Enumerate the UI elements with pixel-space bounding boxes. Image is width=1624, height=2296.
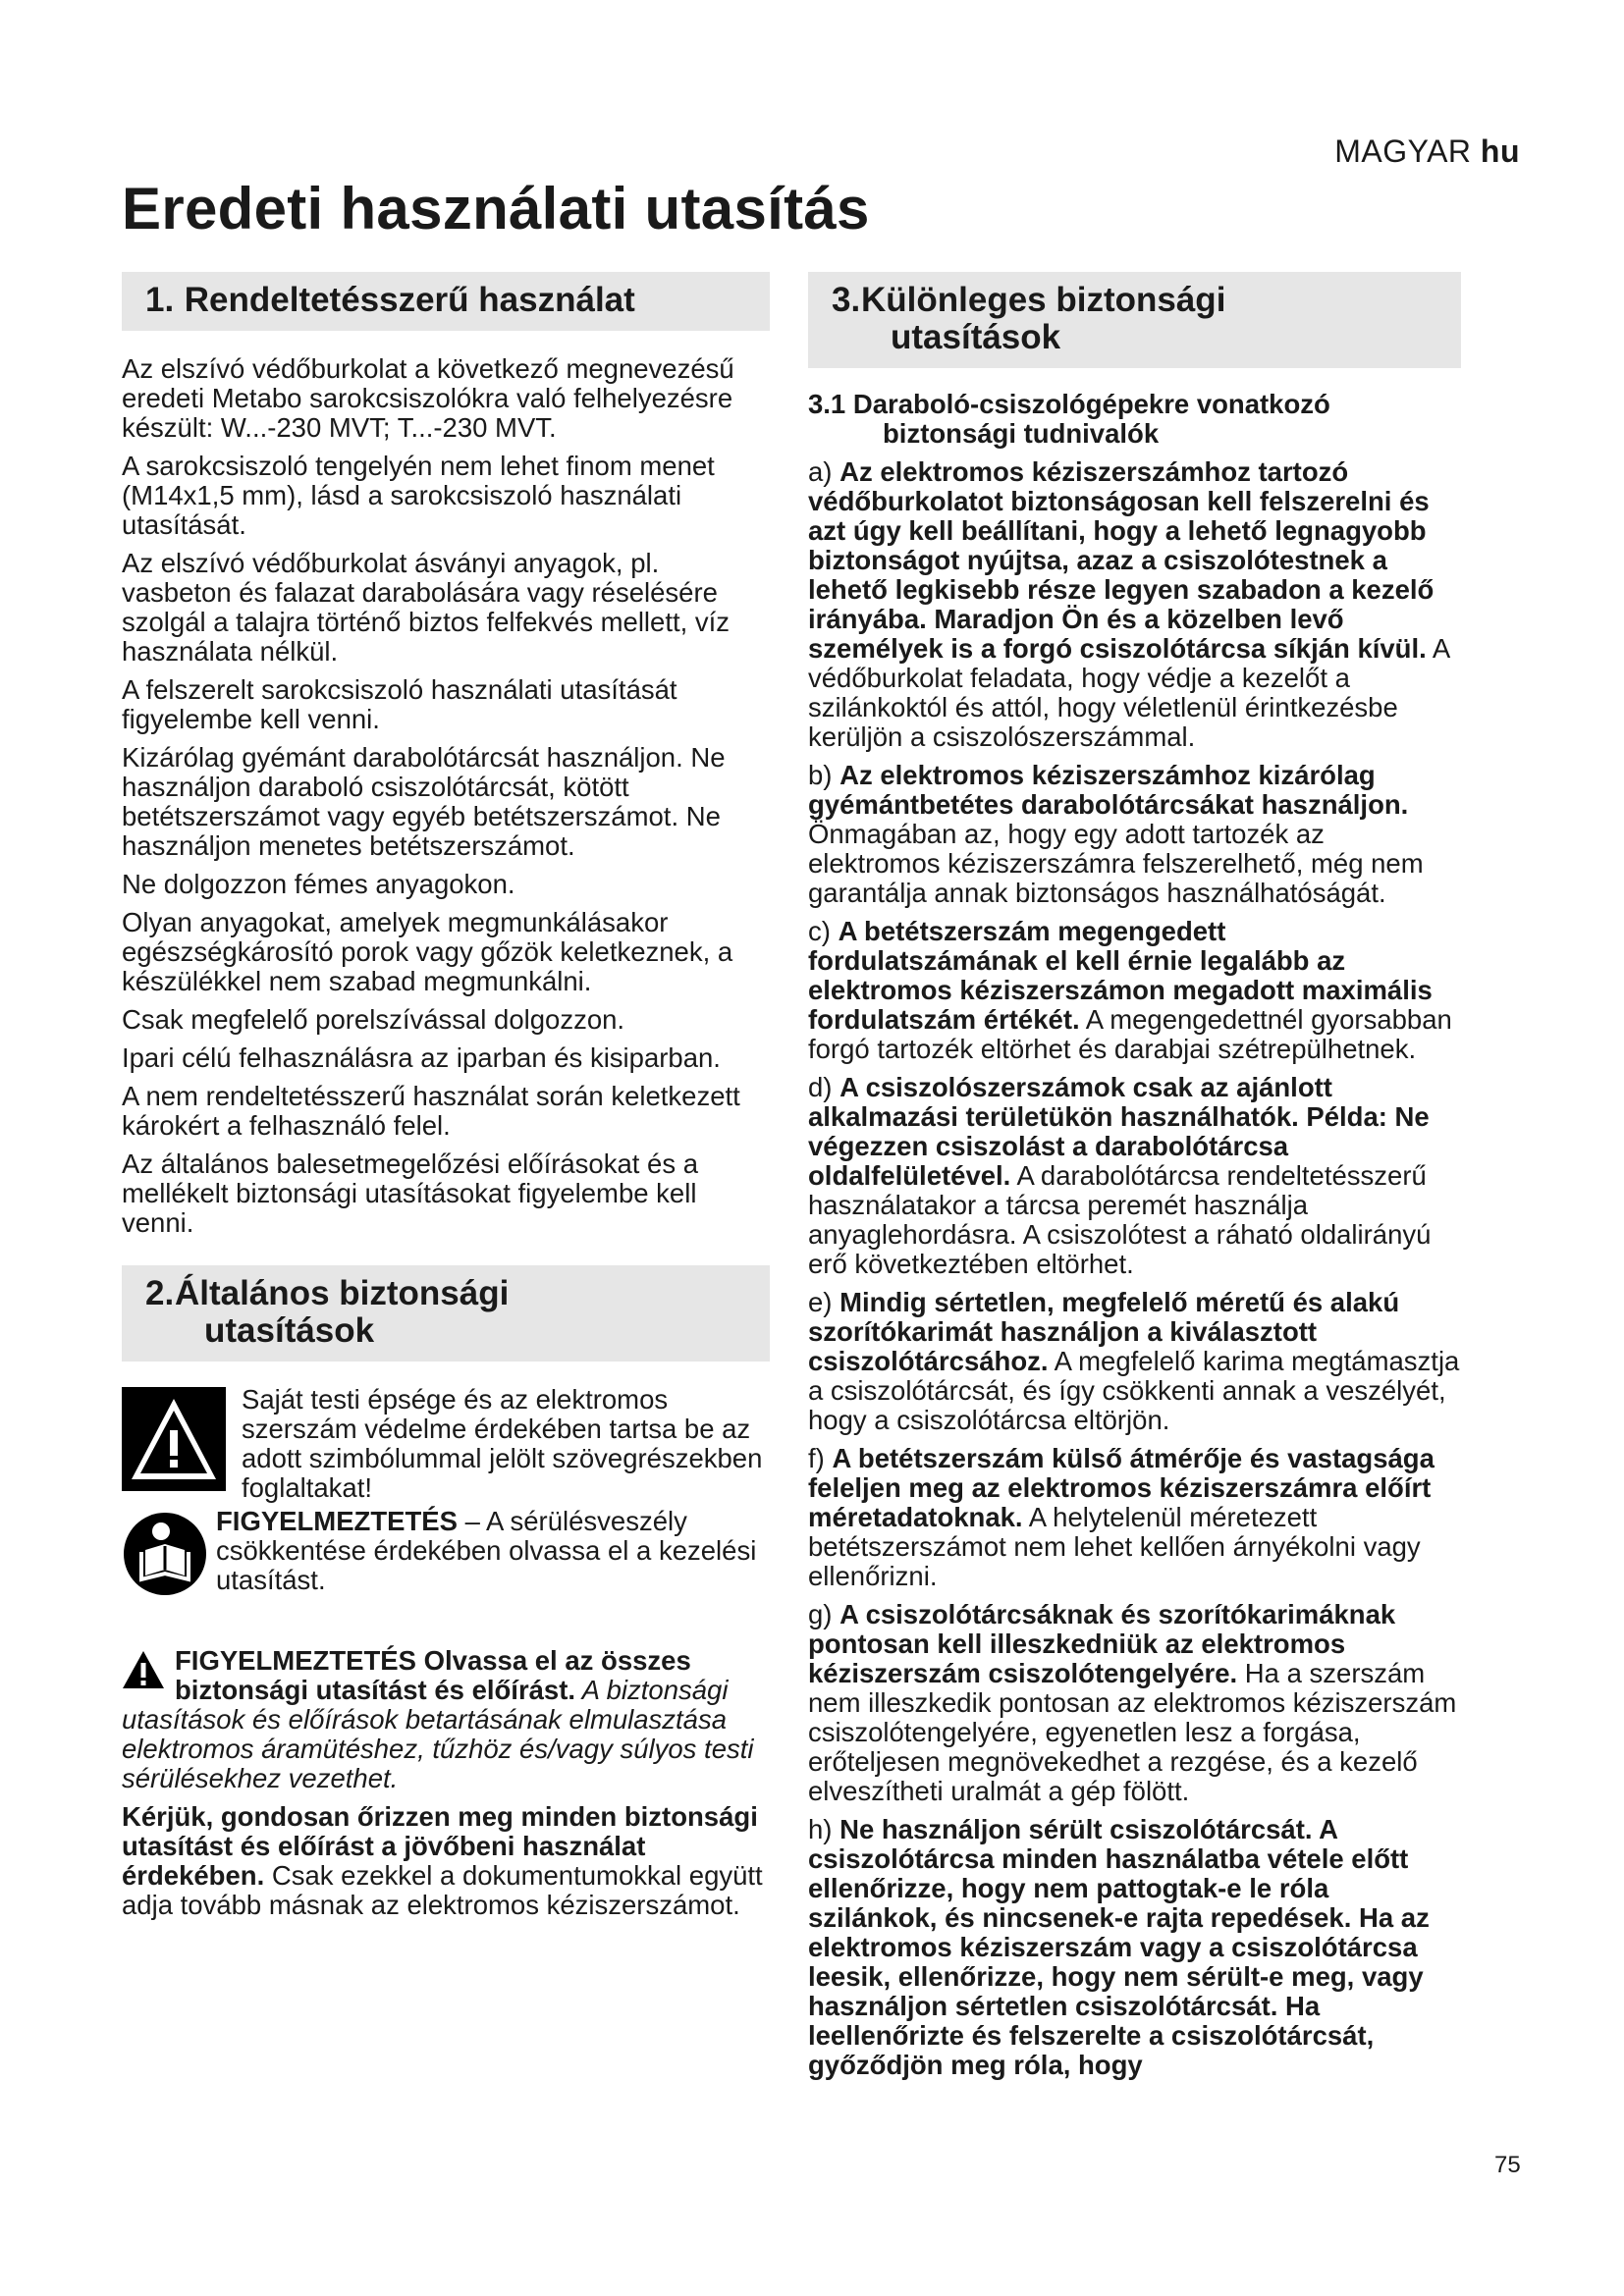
item-letter: c) bbox=[808, 916, 839, 946]
safety-item-f bbox=[808, 1444, 1461, 1591]
item-bold: Ne használjon sérült csiszolótárcsát. bbox=[839, 1814, 1313, 1844]
subsection-3-1-number: 3.1 bbox=[808, 389, 846, 419]
item-letter: f) bbox=[808, 1443, 833, 1473]
read-manual-row bbox=[122, 1507, 770, 1603]
item-bold: A csiszolószerszámok csak az ajánlott alkalmazási területükön használhatók. Példa: Ne végezzen csiszolást a darabolótárcsa oldalfelületével. bbox=[808, 1072, 1430, 1191]
read-manual-text bbox=[216, 1507, 770, 1595]
item-letter: h) bbox=[808, 1814, 840, 1844]
paragraph: Az elszívó védőburkolat a következő megnevezésű eredeti Metabo sarokcsiszolókra való felhelyezésre készült: W...-230 MVT; T...-230 MVT. bbox=[122, 353, 734, 443]
item-bold: Az elektromos kéziszerszámhoz tartozó védőburkolatot biztonságosan kell felszerelni és azt úgy kell beállítani, hogy a lehető legnagyobb biztonságot nyújtsa, azaz a csiszolótestnek a lehető legkisebb része legyen szabadon a kezelő irányába. Maradjon Ön és a közelben levő személyek is a forgó csiszolótárcsa síkján kívül. bbox=[808, 456, 1435, 664]
keep-instructions bbox=[122, 1802, 770, 1920]
paragraph: A felszerelt sarokcsiszoló használati utasítását figyelembe kell venni. bbox=[122, 674, 677, 734]
subsection-3-1-title-line-1: Daraboló-csiszológépekre vonatkozó bbox=[852, 389, 1330, 419]
safety-item-d bbox=[808, 1073, 1461, 1279]
right-column bbox=[808, 272, 1461, 2089]
paragraph: A nem rendeltetésszerű használat során keletkezett károkért a felhasználó felel. bbox=[122, 1081, 740, 1141]
warning-triangle-icon bbox=[122, 1387, 226, 1491]
safety-item-g bbox=[808, 1600, 1461, 1806]
paragraph: Csak megfelelő porelszívással dolgozzon. bbox=[122, 1004, 625, 1035]
safety-item-c bbox=[808, 917, 1461, 1064]
section-2-title-line-2: utasítások bbox=[204, 1311, 375, 1350]
left-column bbox=[122, 272, 770, 1929]
paragraph: Az elszívó védőburkolat ásványi anyagok, pl. vasbeton és falazat darabolására vagy réselésére szolgál a talajra történő biztos felfekvés mellett, víz használata nélkül. bbox=[122, 548, 731, 667]
section-2-heading bbox=[122, 1265, 770, 1362]
section-2-number: 2. bbox=[145, 1274, 175, 1312]
item-text: A védőburkolat feladata, hogy védje a kezelőt a szilánkoktól és attól, hogy véletlenül érintkezésbe kerüljön a csiszolószerszámmal. bbox=[808, 633, 1449, 752]
language-label bbox=[1334, 133, 1520, 170]
safety-item-h bbox=[808, 1815, 1461, 2080]
section-3-title-line-1: Különleges biztonsági bbox=[861, 281, 1226, 319]
item-letter: e) bbox=[808, 1287, 840, 1317]
language-name: MAGYAR bbox=[1334, 133, 1472, 169]
section-1-heading bbox=[122, 272, 770, 331]
item-bold: Az elektromos kéziszerszámhoz kizárólag gyémántbetétes darabolótárcsákat használjon. bbox=[808, 760, 1409, 820]
item-text: Ha a szerszám nem illeszkedik pontosan az elektromos kéziszerszám csiszolótengelyére, egyenetlen lesz a forgása, erőteljesen megnövekedhet a rezgése, és a kezelő elveszítheti uralmát a gép fölött. bbox=[808, 1658, 1457, 1806]
general-warning-italic: A biztonsági utasítások és előírások betartásának elmulasztása elektromos áramütéshez, tűzhöz és/vagy súlyos testi sérülésekhez vezethet. bbox=[122, 1675, 754, 1793]
item-bold: A betétszerszám megengedett fordulatszámának el kell érnie legalább az elektromos kéziszerszámon megadott maximális fordulatszám értékét. bbox=[808, 916, 1433, 1035]
keep-instructions-text: Csak ezekkel a dokumentumokkal együtt adja tovább másnak az elektromos kéziszerszámot. bbox=[122, 1860, 763, 1920]
page-number: 75 bbox=[1494, 2152, 1521, 2178]
section-1-body bbox=[122, 354, 770, 1238]
symbol-note-text: Saját testi épsége és az elektromos szerszám védelme érdekében tartsa be az adott szimbólummal jelölt szövegrészekben foglaltakat! bbox=[242, 1384, 763, 1503]
item-bold: Mindig sértetlen, megfelelő méretű és alakú szorítókarimát használjon a kiválasztott csiszolótárcsához. bbox=[808, 1287, 1400, 1376]
section-3-heading bbox=[808, 272, 1461, 368]
section-1-number: 1. bbox=[145, 281, 175, 319]
paragraph: Ne dolgozzon fémes anyagokon. bbox=[122, 869, 515, 899]
item-letter: b) bbox=[808, 760, 840, 790]
paragraph: Ipari célú felhasználásra az iparban és kisiparban. bbox=[122, 1042, 721, 1073]
section-3-number: 3. bbox=[832, 281, 861, 319]
item-letter: d) bbox=[808, 1072, 840, 1102]
page-title: Eredeti használati utasítás bbox=[122, 176, 870, 241]
subsection-3-1-heading bbox=[808, 390, 1461, 449]
item-text: Önmagában az, hogy egy adott tartozék az elektromos kéziszerszámra felszerelhető, még nem garantálja annak biztonságos használhatóságát. bbox=[808, 819, 1424, 908]
item-letter: a) bbox=[808, 456, 840, 487]
read-manual-rest: – A sérülésveszély csökkentése érdekében olvassa el a kezelési utasítást. bbox=[216, 1506, 757, 1595]
item-text: A helytelenül méretezett betétszerszámot nem lehet kellően árnyékolni vagy ellenőrizni. bbox=[808, 1502, 1421, 1591]
subsection-3-1-title-line-2: biztonsági tudnivalók bbox=[883, 418, 1160, 449]
item-bold: A csiszolótárcsáknak és szorítókarimáknak pontosan kell illeszkedniük az elektromos kéziszerszám csiszolótengelyére. bbox=[808, 1599, 1396, 1688]
read-manual-icon bbox=[122, 1511, 208, 1603]
general-warning bbox=[122, 1646, 770, 1793]
section-3-title-line-2: utasítások bbox=[891, 318, 1061, 356]
paragraph: Olyan anyagokat, amelyek megmunkálásakor egészségkárosító porok vagy gőzök keletkeznek, a készülékkel nem szabad megmunkálni. bbox=[122, 907, 733, 996]
paragraph: Az általános balesetmegelőzési előírásokat és a mellékelt biztonsági utasításokat figyelembe kell venni. bbox=[122, 1148, 699, 1238]
language-code: hu bbox=[1480, 133, 1520, 169]
safety-item-b bbox=[808, 761, 1461, 908]
warning-triangle-small-icon bbox=[122, 1650, 165, 1695]
item-bold-2: A csiszolótárcsa minden használatba vétele előtt ellenőrizze, hogy nem pattogtak-e le róla szilánkok, és nincsenek-e rajta repedések. Ha az elektromos kéziszerszám vagy a csiszolótárcsa leesik, ellenőrizze, hogy nem sérült-e meg, vagy használjon sértetlen csiszolótárcsát. Ha leellenőrizte és felszerelte a csiszolótárcsát, győződjön meg róla, hogy bbox=[808, 1814, 1430, 2080]
item-text: A megengedettnél gyorsabban forgó tartozék eltörhet és darabjai szétrepülhetnek. bbox=[808, 1004, 1452, 1064]
item-bold: A betétszerszám külső átmérője és vastagsága feleljen meg az elektromos kéziszerszámra előírt méretadatoknak. bbox=[808, 1443, 1435, 1532]
safety-item-a bbox=[808, 457, 1461, 752]
item-text: A darabolótárcsa rendeltetésszerű használatakor a tárcsa peremét használja anyaglehordásra. A csiszolótest a ráható oldalirányú erő következtében eltörhet. bbox=[808, 1160, 1432, 1279]
read-manual-bold: FIGYELMEZTETÉS bbox=[216, 1506, 458, 1536]
section-2-title-line-1: Általános biztonsági bbox=[175, 1274, 510, 1312]
keep-instructions-bold: Kérjük, gondosan őrizzen meg minden biztonsági utasítást és előírást a jövőbeni használat érdekében. bbox=[122, 1801, 758, 1891]
item-letter: g) bbox=[808, 1599, 840, 1629]
paragraph: A sarokcsiszoló tengelyén nem lehet finom menet (M14x1,5 mm), lásd a sarokcsiszoló használati utasítását. bbox=[122, 451, 715, 540]
symbol-note-row bbox=[122, 1385, 770, 1503]
section-1-title: Rendeltetésszerű használat bbox=[184, 281, 635, 319]
safety-item-e bbox=[808, 1288, 1461, 1435]
general-warning-bold: FIGYELMEZTETÉS Olvassa el az összes biztonsági utasítást és előírást. bbox=[175, 1645, 691, 1705]
item-text: A megfelelő karima megtámasztja a csiszolótárcsát, és így csökkenti annak a veszélyét, hogy a csiszolótárcsa eltörjön. bbox=[808, 1346, 1460, 1435]
paragraph: Kizárólag gyémánt darabolótárcsát használjon. Ne használjon daraboló csiszolótárcsát, kötött betétszerszámot vagy egyéb betétszerszámot. Ne használjon menetes betétszerszámot. bbox=[122, 742, 726, 861]
